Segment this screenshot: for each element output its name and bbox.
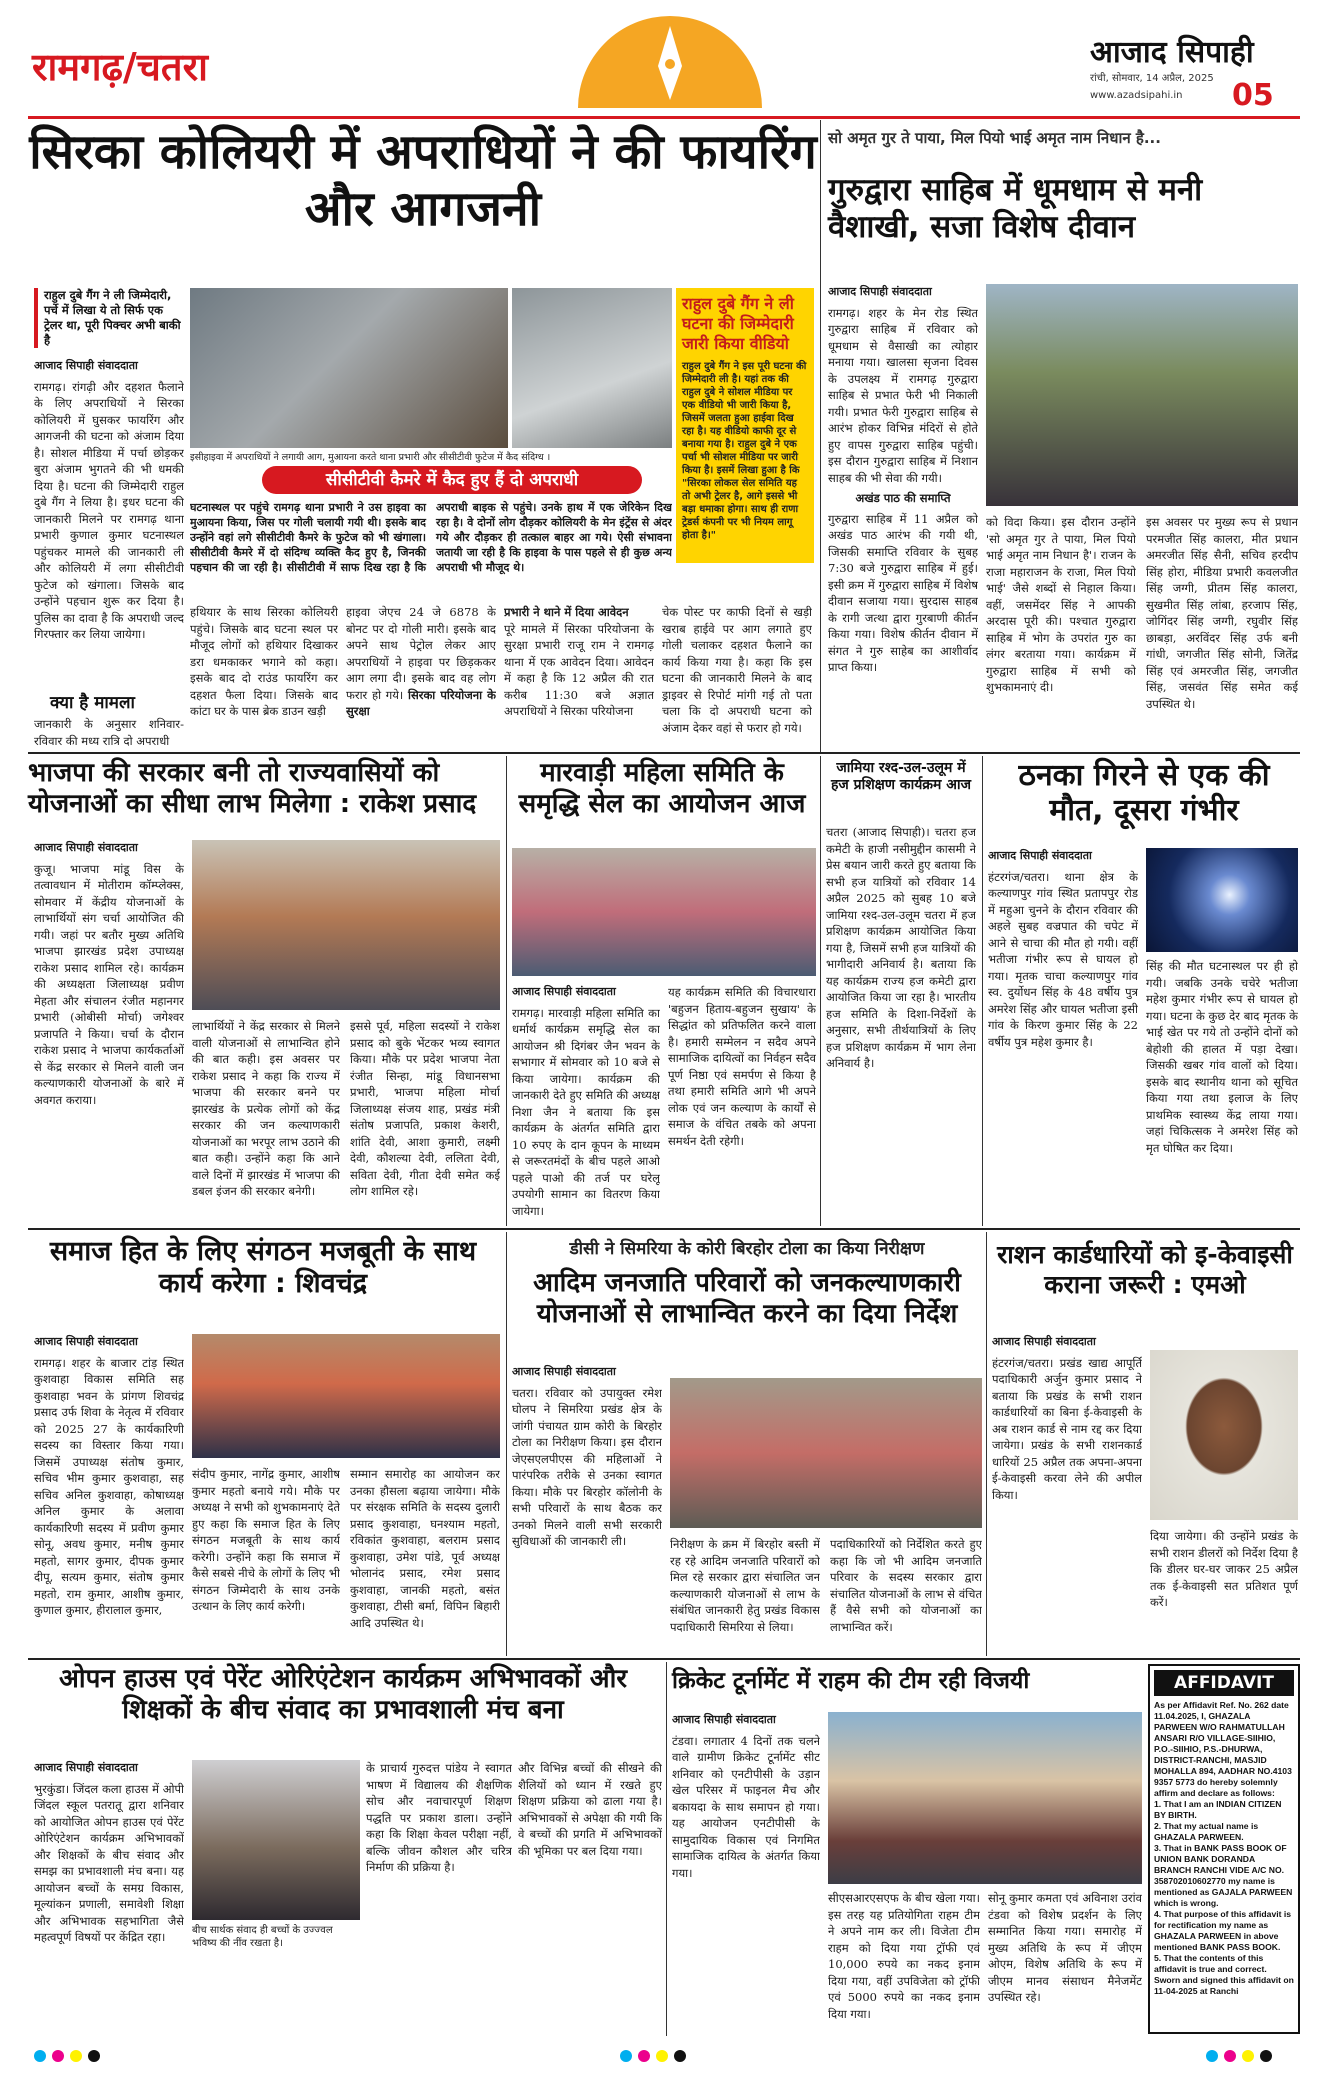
divider-h1 xyxy=(28,752,1300,754)
divider-v2 xyxy=(506,756,507,1226)
story1-claim-body: राहुल दुबे गैंग ने इस पूरी घटना की जिम्मेदारी ली है। यहां तक की राहुल दुबे ने सोशल मीडिया पर एक वीडियो भी जारी किया है, जिसमें जलता हुआ हाईवा दिख रहा है। यह वीडियो काफी दूर से बनाया गया है। राहुल दुबे ने एक पर्चा भी सोशल मीडिया पर जारी किया है। इसमें लिखा हुआ है कि "सिरका लोकल सेल समिति यह तो अभी ट्रेलर है, आगे इससे भी बड़ा धमाका होगा। साथ ही राणा ट्रेडर्स कंपनी पर भी नियम लागू होता है।" xyxy=(682,361,807,541)
story4-body-1: रामगढ़। मारवाड़ी महिला समिति का धर्मार्थ कार्यक्रम समृद्धि सेल का आयोजन श्री दिगंबर जैन भवन के सभागार में सोमवार को 10 बजे से किया जायेगा। कार्यक्रम की जानकारी देते हुए समिति की अध्यक्ष निशा जैन ने बताया कि इस कार्यक्रम के अंतर्गत समिति द्वारा 10 रुपए के दान कूपन के माध्यम से जरूरतमंदों के बीच पहले आओ पहले पाओ की तर्ज पर घरेलू उपयोगी सामान का वितरण किया जायेगा। xyxy=(512,1005,660,1218)
divider-v4 xyxy=(982,756,983,1226)
story1-column-1 xyxy=(34,358,184,688)
affidavit-box xyxy=(1148,1664,1300,2034)
story1-photo-truck xyxy=(190,288,508,448)
sun-logo xyxy=(570,8,770,108)
story7-byline: आजाद सिपाही संवाददाता xyxy=(34,1335,138,1348)
website: www.azadsipahi.in xyxy=(1090,90,1183,101)
affidavit-item-3: 3. That in BANK PASS BOOK OF UNION BANK DORANDA BRANCH RANCHI VIDE A/C NO. 358702010602770 my name is mentioned as GAJALA PARWEEN which is wrong. xyxy=(1154,1843,1293,1908)
story6-column-1 xyxy=(988,848,1138,1224)
affidavit-item-5: 5. That the contents of this affidavit is true and correct. Sworn and signed this affidavit on 11-04-2025 at Ranchi xyxy=(1154,1953,1294,1996)
story9-headline: राशन कार्डधारियों को इ-केवाइसी कराना जरूरी : एमओ xyxy=(997,1240,1293,1299)
story9-byline: आजाद सिपाही संवाददाता xyxy=(992,1335,1096,1348)
story10-byline: आजाद सिपाही संवाददाता xyxy=(34,1761,138,1774)
masthead-rule xyxy=(28,116,1300,119)
story1-body-1: रामगढ़। रांगढ़ी और दहशत फैलाने के लिए अपराधियों ने सिरका कोलियरी में घुसकर फायरिंग और आगजनी की घटना को अंजाम दिया है। सोशल मीडिया में पर्चा छोड़कर बुरा अंजाम भुगतने की भी धमकी दिया है। घटना की जिम्मेदारी राहुल दुबे गैंग ने लिया है। इधर घटना की जानकारी मिलने पर रामगढ़ थाना प्रभारी कुणाल कुमार घटनास्थल पहुंचकर मामले की जानकारी ली और कोलियरी में लगा सीसीटीवी फुटेज को खंगाला। जिसके बाद उन्होंने पहचान शुरू कर दिया है। पुलिस का दावा है कि अपराधी जल्द गिरफ्तार कर लिया जायेगा। xyxy=(34,379,184,641)
story1-cctv-headline: सीसीटीवी कैमरे में कैद हुए हैं दो अपराधी xyxy=(262,466,642,494)
story2-byline: आजाद सिपाही संवाददाता xyxy=(828,285,932,298)
masthead xyxy=(0,0,1325,120)
page-number: 05 xyxy=(1232,78,1274,113)
story11-body-1: टंडवा। लगातार 4 दिनों तक चलने वाले ग्रामीण क्रिकेट टूर्नामेंट सीट शनिवार को एनटीपीसी के उड़ान खेल परिसर में फाइनल मैच और बकायदा के साथ समापन हो गया। यह आयोजन एनटीपीसी के सामुदायिक विकास एवं निगमित सामाजिक दायित्व के अंतर्गत किया गया। xyxy=(672,1733,820,1880)
divider-v7 xyxy=(666,1662,667,2036)
story10-headline: ओपन हाउस एवं पेरेंट ओरिएंटेशन कार्यक्रम अभिभावकों और शिक्षकों के बीच संवाद का प्रभावशाली मंच बना xyxy=(59,1664,627,1725)
story1-body-4: हाइवा जेएच 24 जे 6878 के बोनट पर दो गोली मारी। इसके बाद अपने साथ पेट्रोल लेकर आए अपराधियों ने हाइवा पर छिड़ककर आग लगा दी। इसके बाद वह लोग फरार हो गये। xyxy=(346,605,496,702)
story1-headline: सिरका कोलियरी में अपराधियों ने की फायरिंग और आगजनी xyxy=(29,124,817,237)
divider-v3 xyxy=(820,756,821,1226)
story8-column-1 xyxy=(512,1364,662,1654)
story8-kicker: डीसी ने सिमरिया के कोरी बिरहोर टोला का किया निरीक्षण xyxy=(569,1239,925,1259)
story1-kicker: राहुल दुबे गैंग ने ली जिम्मेदारी, पर्चे में लिखा ये तो सिर्फ एक ट्रेलर था, पूरी पिक्चर अभी बाकी है xyxy=(34,288,182,348)
story9-body-1: हंटरगंज/चतरा। प्रखंड खाद्य आपूर्ति पदाधिकारी अर्जुन कुमार प्रसाद ने बताया कि प्रखंड के सभी राशन कार्डधारियों का बिना ई-केवाइसी के अब राशन कार्ड से नाम रद्द कर दिया जायेगा। प्रखंड के सभी राशनकार्ड धारियों 25 अप्रैल तक अपना-अपना ई-केवाइसी करवा लेने की अपील किया। xyxy=(992,1355,1142,1502)
story5-column-1: चतरा (आजाद सिपाही)। चतरा हज कमेटी के हाजी नसीमुद्दीन कासमी ने प्रेस बयान जारी करते हुए बताया कि सभी हज यात्रियों को रविवार 14 अप्रैल 2025 को सुबह 10 बजे जामिया रश्द-उल-उलूम चतरा में हज प्रशिक्षण कार्यक्रम आयोजित किया गया है, जिसमें सभी हज यात्रियों की भागीदारी अनिवार्य है। बताया कि यह कार्यक्रम राज्य हज कमेटी द्वारा आयोजित किया जा रहा है। भारतीय हज समिति के दिशा-निर्देशों के अनुसार, सभी तीर्थयात्रियों के लिए हज प्रशिक्षण कार्यक्रम में भाग लेना अनिवार्य है। xyxy=(826,825,976,1070)
story1-cctv-body: घटनास्थल पर पहुंचे रामगढ़ थाना प्रभारी ने उस हाइवा का मुआयना किया, जिस पर गोली चलायी गयी थी। इसके बाद उन्होंने वहां लगे सीसीटीवी कैमरे के फुटेज को भी खंगाला। सीसीटीवी कैमरे में दो संदिग्ध व्यक्ति कैद हुए है, जिनकी पहचान की जा रही है। सीसीटीवी में साफ दिख रहा है कि अपराधी बाइक से पहुंचे। उनके हाथ में एक जेरिकेन दिख रहा है। वे दोनों लोग दौड़कर कोलियरी के मेन इंट्रेंस से अंदर गये और दौड़कर ही तत्काल बाहर आ गये। ऐसी संभावना जतायी जा रही है कि हाइवा के पास पहले से ही कुछ अन्य अपराधी भी मौजूद थे। xyxy=(190,501,672,574)
story8-photo xyxy=(670,1378,982,1528)
divider-v6 xyxy=(986,1232,987,1656)
story3-body-1: कुजू। भाजपा मांडू विस के तत्वावधान में मोतीराम कॉम्प्लेक्स, सोमवार में केंद्रीय योजनाओं के लाभार्थियों संग चर्चा आयोजित की गयी। जहां पर बतौर मुख्य अतिथि भाजपा झारखंड प्रदेश उपाध्यक्ष राकेश प्रसाद शामिल रहे। कार्यक्रम की अध्यक्षता जिलाध्यक्ष प्रवीण मेहता और संचालन रंजीत महानगर प्रभारी (ओबीसी मोर्चा) जगेश्वर प्रजापति ने किया। चर्चा के दौरान राकेश प्रसाद ने भाजपा कार्यकर्ताओं से केंद्र सरकार से मिलने वाली जन कल्याणकारी योजनाओं के बारे में अवगत कराया। xyxy=(34,861,184,1107)
story9-column-2: दिया जायेगा। की उन्होंने प्रखंड के सभी राशन डीलरों को निर्देश दिया है कि डीलर घर-घर जाकर 25 अप्रैल तक ई-केवाइसी सत प्रतिशत पूर्ण करें। xyxy=(1150,1529,1298,1609)
story4-column-1 xyxy=(512,984,660,1224)
story10-column-3: और विभिन्न बच्चों की सीखने की शैलियों को ध्यान में रखते हुए शिक्षण प्रक्रिया को ढाला गया है। अभिभावकों से अपेक्षा की गयी कि वे बच्चों की प्रगति में अभिभावकों की भूमिका पर बल दिया गया। xyxy=(518,1761,662,1858)
story9-photo-portrait xyxy=(1150,1350,1298,1520)
affidavit-body: As per Affidavit Ref. No. 262 date 11.04.2025, I, GHAZALA PARWEEN W/O RAHMATULLAH ANSARI R/O VILLAGE-SIIHIO, P.O.-SIIHIO, P.S.-DHURWA, DISTRICT-RANCHI, MASJID MOHALLA 894, AADHAR NO.4103 9357 5773 do hereby solemnly affirm and declare as follows: xyxy=(1154,1700,1292,1798)
dateline: रांची, सोमवार, 14 अप्रैल, 2025 xyxy=(1090,73,1214,84)
story6-body-1: हंटरगंज/चतरा। थाना क्षेत्र के कल्याणपुर गांव स्थित प्रतापपुर रोड में महुआ चुनने के दौरान रविवार की अहले सुबह वज्रपात की चपेट में आने से चाचा की मौत हो गयी। वहीं भतीजा गंभीर रूप से घायल हो गया। मृतक चाचा कल्याणपुर गांव स्व. दुर्योधन सिंह के 48 वर्षीय पुत्र अमरेश सिंह और घायल भतीजा इसी गांव के किरण कुमार सिंह के 22 वर्षीय पुत्र महेश कुमार है। xyxy=(988,869,1138,1049)
section-title: रामगढ़/चतरा xyxy=(32,45,208,89)
story11-photo xyxy=(828,1712,1142,1884)
story7-photo xyxy=(192,1334,500,1458)
story1-body-5: पूरे मामले में सिरका परियोजना के सुरक्षा प्रभारी राजू राम ने रामगढ़ थाना में एक आवेदन दिया। आवेदन में कहा है कि 12 अप्रैल की रात करीब 11:30 बजे अज्ञात अपराधियों ने सिरका परियोजना xyxy=(504,621,654,718)
story7-body-1: रामगढ़। शहर के बाजार टांड़ स्थित कुशवाहा विकास समिति सह कुशवाहा भवन के प्रांगण शिवचंद्र प्रसाद उर्फ शिवा के नेतृत्व में रविवार को 2025 27 के कार्यकारिणी सदस्य का विस्तार किया गया। जिसमें उपाध्यक्ष संतोष कुमार, सचिव भीम कुमार कुशवाहा, सह सचिव अनिल कुशवाहा, कोषाध्यक्ष अनिल कुमार के अलावा कार्यकारिणी सदस्य में प्रवीण कुमार सोनू, अवध कुमार, मनीष कुमार महतो, सागर कुमार, दीपक कुमार दीपू, सत्यम कुमार, संतोष कुमार महतो, राम कुमार, आशीष कुमार, कुणाल कुमार, हीरालाल कुमार, xyxy=(34,1355,184,1617)
story3-headline: भाजपा की सरकार बनी तो राज्यवासियों को योजनाओं का सीधा लाभ मिलेगा : राकेश प्रसाद xyxy=(28,758,477,819)
affidavit-item-4: 4. That purpose of this affidavit is for rectification my name as GHAZALA PARWEEN in above mentioned BANK PASS BOOK. xyxy=(1154,1909,1292,1952)
story2-kicker: सो अमृत गुर ते पाया, मिल पियो भाई अमृत नाम निधान है... xyxy=(828,129,1161,147)
story11-column-3: सोनू कुमार कमता एवं अविनाश उरांव टंडवा को विशेष प्रदर्शन के लिए सम्मानित किया गया। समारोह में मुख्य अतिथि के रूप में जीएम ओएम, विशेष अतिथि के रूप में जीएम मानव संसाधन मैनेजमेंट उपस्थित रहे। xyxy=(988,1891,1142,2004)
story6-photo-lightning xyxy=(1146,848,1298,952)
story1-column-4 xyxy=(346,604,496,750)
story4-column-2: यह कार्यक्रम समिति की विचारधारा 'बहुजन हिताय-बहुजन सुखाय' के सिद्धांत को प्रतिफलित करने वाला है। हमारी सम्मेलन न सदैव अपने सामाजिक दायित्वों का निर्वहन सदैव पूर्ण निष्ठा एवं समर्पण से किया है तथा हमारी समिति आगे भी अपने लोक एवं जन कल्याण के कार्यों से समाज के वंचित तबके को अपना समर्थन देती रहेगी। xyxy=(668,985,816,1148)
story8-column-3: पदाधिकारियों को निर्देशित करते हुए कहा कि जो भी आदिम जनजाति परिवार के सदस्य सरकार द्वारा संचालित योजनाओं के लाभ से वंचित हैं वैसे सभी को योजनाओं का लाभान्वित करें। xyxy=(830,1537,982,1634)
story2-photo xyxy=(986,284,1298,506)
affidavit-item-2: 2. That my actual name is GHAZALA PARWEEN. xyxy=(1154,1821,1259,1842)
affidavit-title: AFFIDAVIT xyxy=(1154,1670,1294,1696)
paper-name: आजाद सिपाही xyxy=(1090,35,1254,70)
story9-column-1 xyxy=(992,1334,1142,1654)
story1-subhead: क्या है मामला xyxy=(50,693,135,713)
registration-marks-right xyxy=(1206,2050,1296,2064)
story11-column-2: सीएसआरएसएफ के बीच खेला गया। इस तरह यह प्रतियोगिता राहम टीम ने अपने नाम कर ली। विजेता टीम राहम को दिया गया ट्रॉफी एवं 10,000 रुपये का नकद इनाम दिया गया, वहीं उपविजेता को ट्रॉफी एवं 5000 रुपये का नकद इनाम दिया गया। xyxy=(828,1891,980,2021)
story6-column-2: सिंह की मौत घटनास्थल पर ही हो गयी। जबकि उनके चचेरे भतीजा महेश कुमार गंभीर रूप से घायल हो गया। घटना के कुछ देर बाद मृतक के भाई खेत पर गये तो उन्होंने दोनों को बेहोशी की हालत में पड़ा देखा। जिसकी खबर गांव वालों को दिया। इसके बाद स्थानीय थाना को सूचित किया गया तथा इलाज के लिए प्राथमिक स्वास्थ्य केंद्र लाया गया। जहां चिकित्सक ने अमरेश सिंह को मृत घोषित कर दिया। xyxy=(1146,959,1298,1155)
story1-column-6: चेक पोस्ट पर काफी दिनों से खड़ी खराब हाईवे पर आग लगाते हुए गोली चलाकर दहशत फैलाने का कार्य किया गया है। कहा कि इस घटना की जानकारी मिलने के बाद ड्राइवर से रिपोर्ट मांगी गई तो पता चला कि दो अपराधी घटना को अंजाम देकर वहां से फरार हो गये। xyxy=(662,605,812,735)
story3-column-3: इससे पूर्व, महिला सदस्यों ने राकेश प्रसाद को बुके भेंटकर भव्य स्वागत किया। मौके पर प्रदेश भाजपा नेता रंजीत सिन्हा, मांडू विधानसभा प्रभारी, भाजपा महिला मोर्चा जिलाध्यक्ष संजय शाह, प्रखंड मंत्री संतोष प्रजापति, प्रकाश केशरी, शांति देवी, आशा कुमारी, लक्ष्मी देवी, कौशल्या देवी, ललिता देवी, सविता देवी, गीता देवी समेत कई लोग शामिल रहे। xyxy=(350,1019,500,1198)
story1-photo-caption: इसीहाइवा में अपराधियों ने लगायी आग, मुआयना करते थाना प्रभारी और सीसीटीवी फुटेज में कैद संदिग्ध । xyxy=(190,452,551,463)
story10-body-1: भुरकुंडा। जिंदल कला हाउस में ओपी जिंदल स्कूल पतरातू द्वारा शनिवार को आयोजित ओपन हाउस एवं पेरेंट ओरिएंटेशन कार्यक्रम अभिभावकों और शिक्षकों के बीच संवाद और समझ का प्रभावशाली मंच बना। यह आयोजन बच्चों के समग्र विकास, मूल्यांकन प्रणाली, समावेशी शिक्षा और अभिभावक सहभागिता जैसे महत्वपूर्ण विषयों पर केंद्रित रहा। xyxy=(34,1781,184,1944)
story11-headline: क्रिकेट टूर्नामेंट में राहम की टीम रही विजयी xyxy=(672,1668,1030,1694)
story1-claim-box xyxy=(676,288,814,563)
story7-headline: समाज हित के लिए संगठन मजबूती के साथ कार्य करेगा : शिवचंद्र xyxy=(49,1236,477,1299)
registration-marks-center xyxy=(620,2050,710,2064)
affidavit-item-1: 1. That I am an INDIAN CITIZEN BY BIRTH. xyxy=(1154,1799,1282,1820)
story1-column-5 xyxy=(504,604,654,750)
story6-headline: ठनका गिरने से एक की मौत, दूसरा गंभीर xyxy=(1018,758,1270,829)
story8-body-1: चतरा। रविवार को उपायुक्त रमेश घोलप ने सिमरिया प्रखंड क्षेत्र के जांगी पंचायत ग्राम कोरी के बिरहोर टोला का निरीक्षण किया। इस दौरान जेएसएलपीएस की महिलाओं ने पारंपरिक तरीके से उनका स्वागत किया। मौके पर बिरहोर कॉलोनी के सभी परिवारों के साथ बैठक कर उनको मिलने वाली सभी सरकारी सुविधाओं की जानकारी ली। xyxy=(512,1385,662,1548)
story4-byline: आजाद सिपाही संवाददाता xyxy=(512,985,616,998)
story8-column-2: निरीक्षण के क्रम में बिरहोर बस्ती में रह रहे आदिम जनजाति परिवारों को मिल रहे सरकार द्वारा संचालित जन कल्याणकारी योजनाओं से लाभ के संबंधित जानकारी हेतु प्रखंड विकास पदाधिकारी सिमरिया से लिया। xyxy=(670,1537,820,1634)
story1-byline: आजाद सिपाही संवाददाता xyxy=(34,359,138,372)
registration-marks-left xyxy=(34,2050,124,2064)
story5-headline: जामिया रश्द-उल-उलूम में हज प्रशिक्षण कार्यक्रम आज xyxy=(830,760,972,793)
story2-column-3: इस अवसर पर मुख्य रूप से प्रधान परमजीत सिंह कालरा, मीत प्रधान अमरजीत सिंह सैनी, सचिव हरदीप सिंह होरा, मीडिया प्रभारी कवलजीत सिंह जग्गी, प्रीतम सिंह कालरा, सुखमीत सिंह लांबा, हरजाप सिंह, जोगिंदर सिंह जग्गी, रघुवीर सिंह छाबड़ा, अरविंदर सिंह उर्फ बनी गांधी, जगजीत सिंह सोनी, जितेंद्र सिंह एवं अमरजीत सिंह, जगजीत सिंह, जसवंत सिंह समेत कई उपस्थित थे। xyxy=(1146,515,1298,711)
story3-photo xyxy=(192,840,500,1010)
story8-byline: आजाद सिपाही संवाददाता xyxy=(512,1365,616,1378)
divider-h2 xyxy=(28,1228,1300,1230)
story8-headline: आदिम जनजाति परिवारों को जनकल्याणकारी योजनाओं से लाभान्वित करने का दिया निर्देश xyxy=(533,1268,961,1329)
story11-column-1 xyxy=(672,1712,820,2030)
story1-column-1b: जानकारी के अनुसार शनिवार-रविवार की मध्य रात्रि दो अपराधी xyxy=(34,717,184,748)
story2-body-1: रामगढ़। शहर के मेन रोड स्थित गुरुद्वारा साहिब में रविवार को धूमधाम से वैसाखी का त्योहार मनाया गया। खालसा सृजना दिवस के उपलक्ष्य में रामगढ़ गुरुद्वारा साहिब से प्रभात फेरी भी निकाली गयी। प्रभात फेरी गुरुद्वारा साहिब से आरंभ होकर विभिन्न मंदिरों से होते हुए वापस गुरुद्वारा साहिब पहुंची। इस दौरान गुरुद्वारा साहिब में निशान साहब की भी सेवा की गयी। xyxy=(828,305,978,485)
story7-column-3: सम्मान समारोह का आयोजन कर उनका हौसला बढ़ाया जायेगा। मौके पर संरक्षक समिति के सदस्य दुलारी प्रसाद कुशवाहा, घनश्याम महतो, रविकांत कुशवाहा, बलराम प्रसाद कुशवाहा, उमेश पांडे, पूर्व अध्यक्ष भोलानंद प्रसाद, रमेश प्रसाद कुशवाहा, जानकी महतो, बसंत कुशवाहा, टीसी बर्मा, विपिन बिहारी आदि उपस्थित थे। xyxy=(350,1467,500,1630)
story7-column-2: संदीप कुमार, नागेंद्र कुमार, आशीष कुमार महतो बनाये गये। मौके पर अध्यक्ष ने सभी को शुभकामनाएं देते हुए कहा कि समाज हित के लिए संगठन मजबूती के साथ कार्य करेगी। उन्होंने कहा कि समाज में कैसे सबसे नीचे के लोगों के लिए भी संगठन जिम्मेदारी के साथ उनके उत्थान के लिए कार्य करेगी। xyxy=(192,1467,340,1613)
story2-subhead: अखंड पाठ की समाप्ति xyxy=(855,491,951,505)
story3-byline: आजाद सिपाही संवाददाता xyxy=(34,841,138,854)
divider-v5 xyxy=(506,1232,507,1656)
divider-h3 xyxy=(28,1658,1300,1660)
story4-headline: मारवाड़ी महिला समिति के समृद्धि सेल का आयोजन आज xyxy=(518,758,806,819)
story10-caption: बीच सार्थक संवाद ही बच्चों के उज्ज्वल भविष्य की नींव रखता है। xyxy=(192,1925,333,1949)
story2-column-2: को विदा किया। इस दौरान उन्होंने 'सो अमृत गुर ते पाया, मिल पियो भाई अमृत नाम निधान है'। राजन के राजा महाराजन के राजा, मिल पियो भाई' जैसे शब्दों से निहाल किया। वहीं, जसमेंदर सिंह ने आपकी अरदास पूरी की। पश्चात गुरुद्वारा साहिब में भोग के उपरांत गुरु का लंगर बरताया गया। कार्यक्रम में गुरुद्वारा साहिब में सभी को शुभकामनाएं दी। xyxy=(986,515,1136,694)
story10-column-2: के प्राचार्य गुरुदत्त पांडेय ने स्वागत भाषण में विद्यालय की शैक्षणिक सोच और नवाचारपूर्ण शिक्षण पद्धति पर प्रकाश डाला। उन्होंने कहा कि शिक्षा केवल परीक्षा नहीं, बल्कि जीवन कौशल और चरित्र निर्माण की प्रक्रिया है। xyxy=(366,1761,512,1874)
story3-column-2: लाभार्थियों ने केंद्र सरकार से मिलने वाली योजनाओं से लाभान्वित होने की बात कही। इस अवसर पर राकेश प्रसाद ने कहा कि राज्य में भाजपा की सरकार बनने पर झारखंड के प्रत्येक लोगों को केंद्र सरकार की जन कल्याणकारी योजनाओं का भरपूर लाभ उठाने की बात कही। उन्होंने कहा कि आने वाले दिनों में झारखंड में भाजपा की डबल इंजन की सरकार बनेगी। xyxy=(192,1019,340,1198)
story3-column-1 xyxy=(34,840,184,1224)
story1-col4-head: सिरका परियोजना के सुरक्षा xyxy=(346,687,496,718)
story1-col5-head: प्रभारी ने थाने में दिया आवेदन xyxy=(504,605,629,619)
divider-v1 xyxy=(820,120,821,752)
story2-body-1b: गुरुद्वारा साहिब में 11 अप्रैल को अखंड पाठ आरंभ की गयी थी, जिसकी समाप्ति रविवार के सुबह 7:30 बजे गुरुद्वारा साहिब में हुई। इसी क्रम में गुरुद्वारा साहिब में विशेष दीवान सजाया गया। सुरदास साहब के रागी जत्था द्वारा गुरबाणी कीर्तन किया गया। विशेष कीर्तन दीवान में संगत ने गुरु साहेब का आशीर्वाद प्राप्त किया। xyxy=(828,511,978,674)
story4-photo xyxy=(512,848,816,976)
story2-column-1 xyxy=(828,284,978,749)
story7-column-1 xyxy=(34,1334,184,1654)
story1-column-3: हथियार के साथ सिरका कोलियरी पहुंचे। जिसके बाद घटना स्थल पर मौजूद लोगों को हथियार दिखाकर डरा धमकाकर भगाने को कहा। इसके बाद दो राउंड फायरिंग कर दहशत फैला दिया। जिसके बाद कांटा घर के पास ब्रेक डाउन खड़ी xyxy=(190,605,338,718)
story11-byline: आजाद सिपाही संवाददाता xyxy=(672,1713,776,1726)
story1-photo-cctv xyxy=(512,288,672,448)
story1-claim-title: राहुल दुबे गैंग ने ली घटना की जिम्मेदारी जारी किया वीडियो xyxy=(682,294,794,353)
story2-headline: गुरुद्वारा साहिब में धूमधाम से मनी वैशाखी, सजा विशेष दीवान xyxy=(828,172,1203,245)
story10-photo xyxy=(192,1760,360,1920)
story10-column-1 xyxy=(34,1760,184,2030)
story6-byline: आजाद सिपाही संवाददाता xyxy=(988,849,1092,862)
